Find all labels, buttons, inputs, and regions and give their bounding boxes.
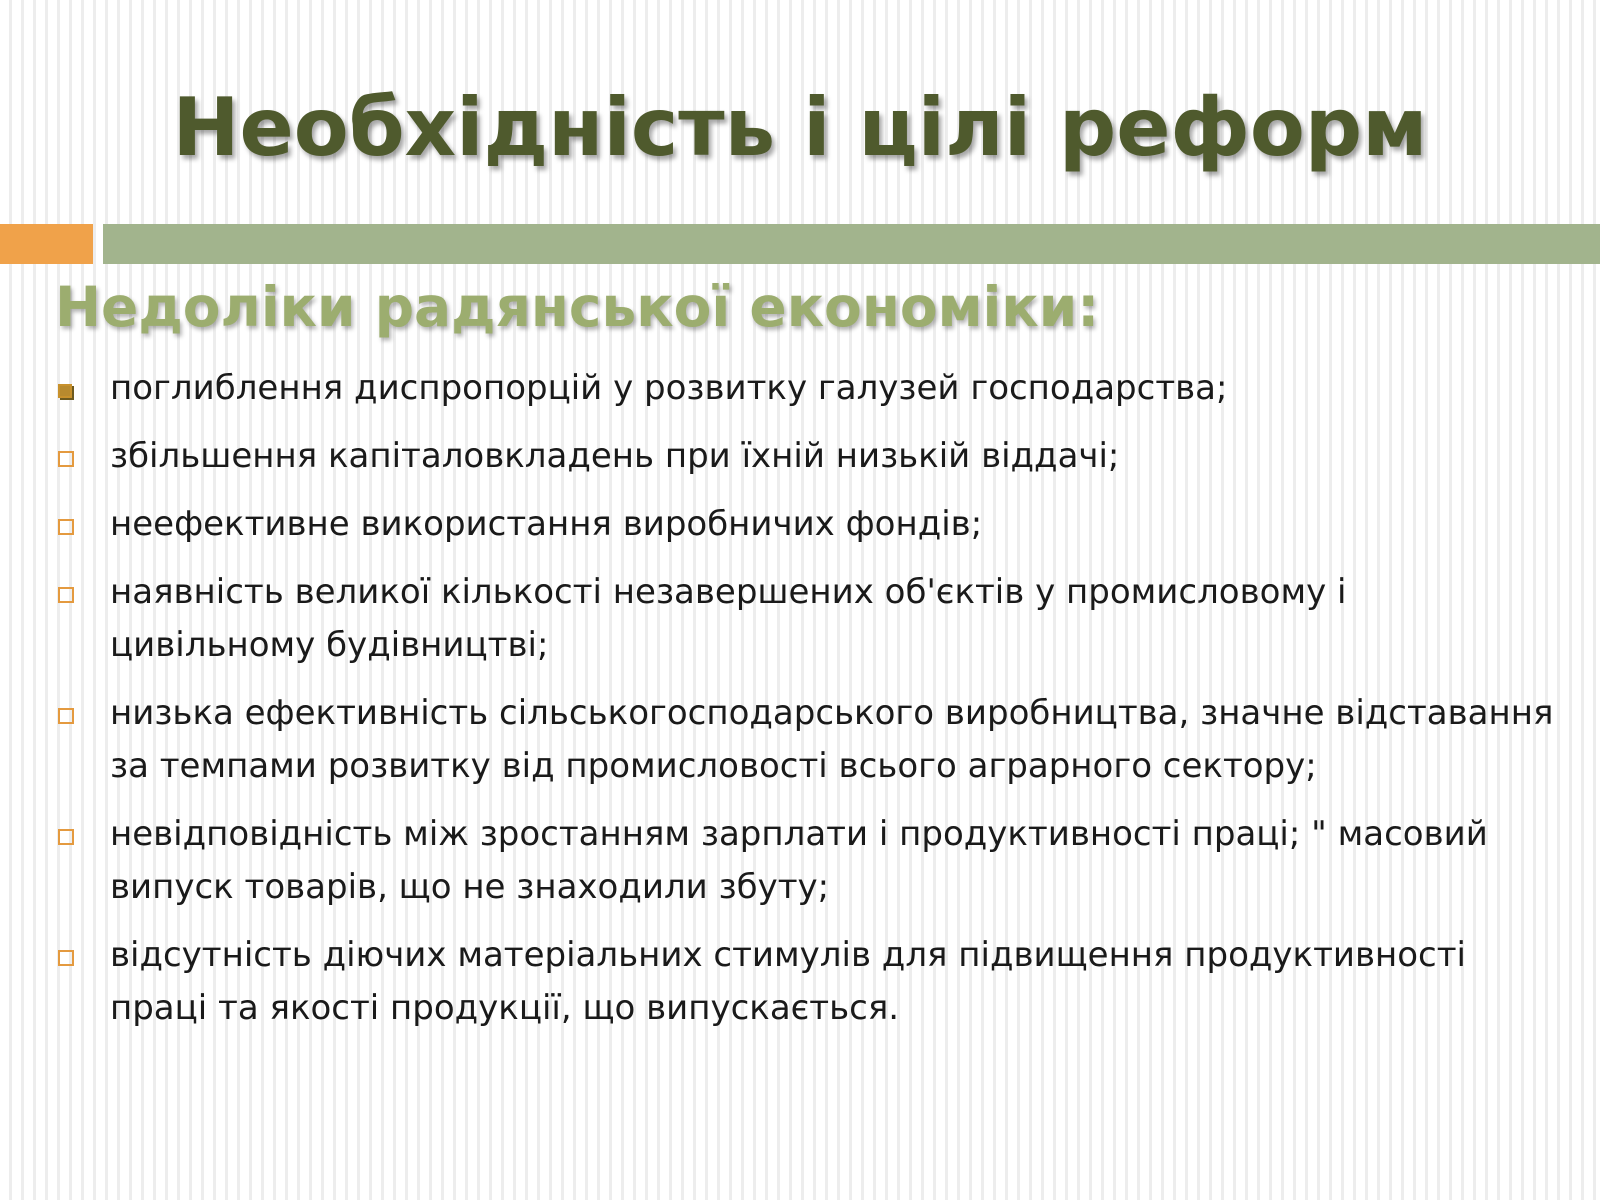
hollow-square-bullet-icon — [58, 587, 74, 603]
accent-bar-green — [103, 224, 1600, 264]
list-item — [0, 929, 1600, 1035]
list-item — [0, 687, 1600, 793]
list-item — [0, 430, 1600, 483]
list-item-text: збільшення капіталовкладень при їхній низькій віддачі; — [110, 436, 1120, 476]
hollow-square-bullet-icon — [58, 708, 74, 724]
list-item — [0, 498, 1600, 551]
hollow-square-bullet-icon — [58, 451, 74, 467]
list-item — [0, 362, 1600, 415]
list-item-text: поглиблення диспропорцій у розвитку галузей господарства; — [110, 368, 1228, 408]
hollow-square-bullet-icon — [58, 950, 74, 966]
bullet-list — [0, 362, 1600, 1050]
accent-bar-orange — [0, 224, 93, 264]
slide-subtitle: Недоліки радянської економіки: — [55, 275, 1100, 339]
slide-title: Необхідність і цілі реформ — [172, 81, 1428, 174]
list-item-text: відсутність діючих матеріальних стимулів для підвищення продуктивності праці та якості продукції, що випускається. — [110, 935, 1466, 1028]
hollow-square-bullet-icon — [58, 829, 74, 845]
list-item — [0, 566, 1600, 672]
filled-square-bullet-icon — [58, 384, 72, 398]
list-item-text: невідповідність між зростанням зарплати і продуктивності праці; " масовий випуск товарів, що не знаходили збуту; — [110, 814, 1488, 907]
list-item — [0, 808, 1600, 914]
hollow-square-bullet-icon — [58, 519, 74, 535]
list-item-text: неефективне використання виробничих фондів; — [110, 504, 983, 544]
list-item-text: наявність великої кількості незавершених об'єктів у промисловому і цивільному будівництві; — [110, 572, 1347, 665]
list-item-text: низька ефективність сільськогосподарського виробництва, значне відставання за темпами розвитку від промисловості всього аграрного сектору; — [110, 693, 1554, 786]
